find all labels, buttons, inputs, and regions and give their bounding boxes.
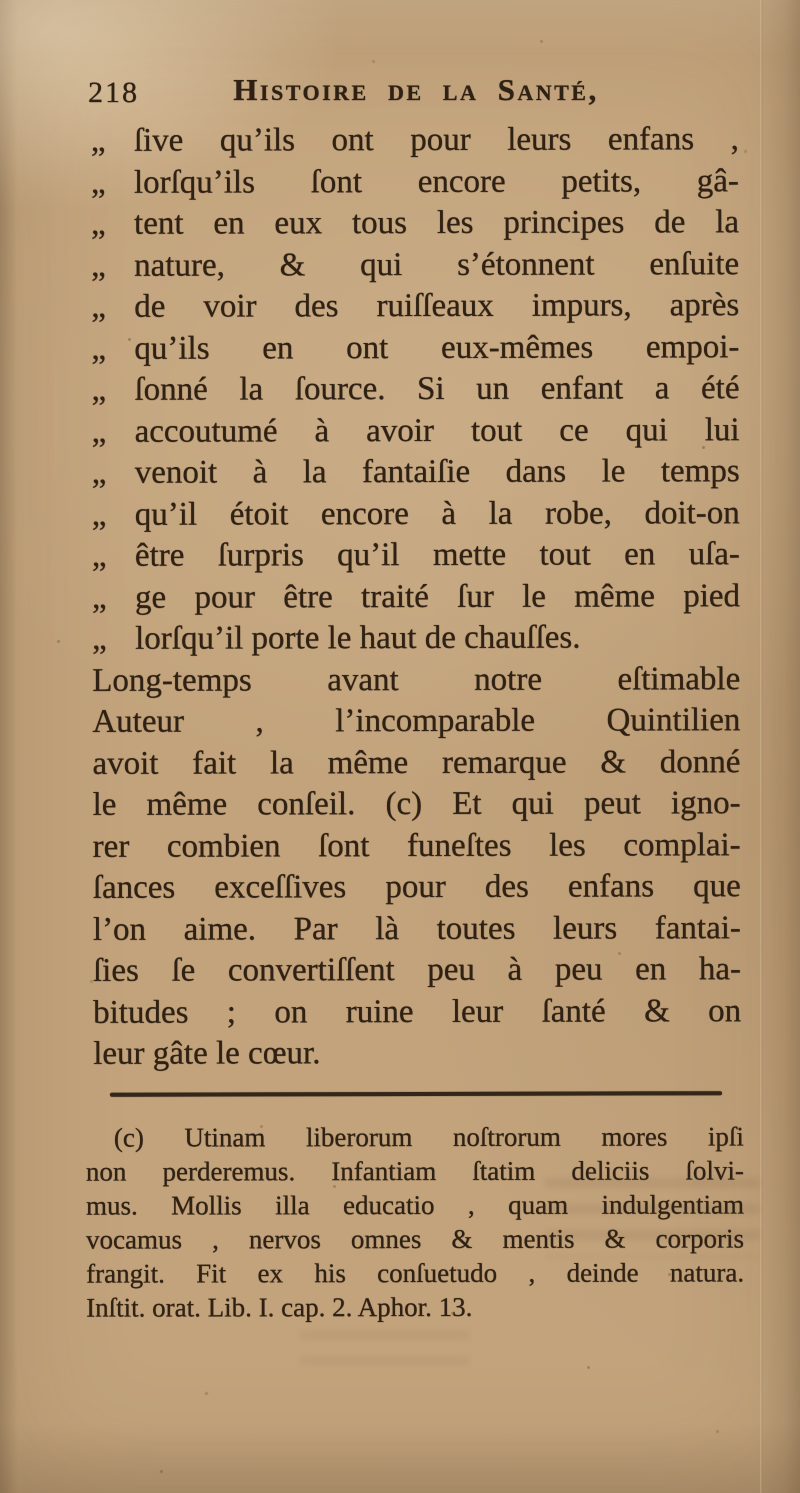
quoted-line (91, 327, 739, 370)
quote-mark: „ (91, 537, 107, 574)
main-text-block (91, 119, 741, 1075)
line-text: lorſqu’ils ſont encore petits, gâ- (133, 162, 739, 201)
quoted-line (91, 368, 739, 411)
footnote-line: vocamus , nervos omnes & mentis & corporis (86, 1223, 745, 1255)
quoted-line (92, 617, 740, 660)
line-text: venoit à la fantaiſie dans le temps (134, 453, 740, 491)
footnote-line: mus. Mollis illa educatio , quam indulgentiam (85, 1189, 744, 1221)
line-text: tent en eux tous les principes de la (133, 204, 740, 242)
line-text: ſive qu’ils ont pour leurs enfans , (133, 121, 739, 159)
line-text: nature, & qui s’étonnent enſuite (134, 245, 740, 284)
quoted-line (92, 410, 740, 453)
page-edge-crease (760, 0, 763, 1493)
page-header (88, 72, 740, 114)
quoted-line (92, 451, 740, 494)
paper-specks (0, 0, 3, 3)
footnote-separator-rule (110, 1091, 722, 1097)
line-text: accoutumé à avoir tout ce qui lui (134, 411, 740, 450)
quoted-line (91, 285, 739, 328)
quoted-line (91, 202, 739, 245)
page-number: 218 (88, 76, 139, 109)
showthrough-text-smudge (300, 1330, 470, 1370)
running-title: Histoire de la Santé, (233, 72, 599, 107)
body-line: le même conſeil. (c) Et qui peut igno- (92, 785, 741, 823)
quote-mark: „ (90, 164, 106, 201)
footnote-line: non perderemus. Infantiam ſtatim deliciis ſolvi- (85, 1155, 744, 1187)
body-line: ſies ſe convertiſſent peu à peu en ha- (92, 951, 742, 989)
body-line: ſances exceſſives pour des enfans que (92, 868, 741, 906)
body-line: avoit fait la même remarque & donné (92, 743, 741, 782)
body-line: Auteur , l’incomparable Quintilien (92, 702, 741, 740)
quote-mark: „ (91, 371, 107, 408)
quote-mark: „ (91, 413, 107, 450)
line-text: ſonné la ſource. Si un enfant a été (134, 370, 740, 408)
body-line: l’on aime. Par là toutes leurs fantai- (92, 909, 741, 948)
quoted-line (92, 493, 740, 536)
line-text: qu’il étoit encore à la robe, doit-on (134, 494, 740, 533)
body-line: bitudes ; on ruine leur ſanté & on (93, 992, 742, 1031)
quote-mark: „ (90, 205, 106, 242)
quote-mark: „ (91, 579, 107, 616)
quoted-line (92, 576, 740, 619)
footnote-line: (c) Utinam liberorum noſtrorum mores ipſi (113, 1121, 744, 1153)
quote-mark: „ (90, 122, 106, 159)
quote-mark: „ (91, 247, 106, 284)
body-line: rer combien ſont funeſtes les complai- (92, 826, 741, 865)
quoted-line (92, 534, 740, 577)
footnote-line: frangit. Fit ex his conſuetudo , deinde natura. (86, 1257, 745, 1289)
line-text: être ſurpris qu’il mette tout en uſa- (134, 536, 740, 574)
body-line: leur gâte le cœur. (93, 1035, 321, 1072)
body-line: Long-temps avant notre eſtimable (92, 660, 741, 699)
footnote-block (86, 1119, 744, 1324)
quoted-line (91, 119, 739, 162)
quote-mark: „ (91, 454, 107, 491)
line-text: lorſqu’il porte le haut de chauſſes. (135, 619, 581, 657)
quote-mark: „ (91, 496, 107, 533)
quote-mark: „ (91, 288, 106, 325)
line-text: ge pour être traité ſur le même pied (134, 577, 741, 616)
footnote-line: Inſtit. orat. Lib. I. cap. 2. Aphor. 13. (86, 1291, 473, 1323)
quote-mark: „ (91, 330, 107, 367)
quoted-line (91, 244, 739, 287)
quoted-line (91, 161, 739, 204)
line-text: qu’ils en ont eux-mêmes empoi- (134, 328, 740, 367)
line-text: de voir des ruiſſeaux impurs, après (134, 287, 740, 325)
quote-mark: „ (92, 620, 107, 657)
